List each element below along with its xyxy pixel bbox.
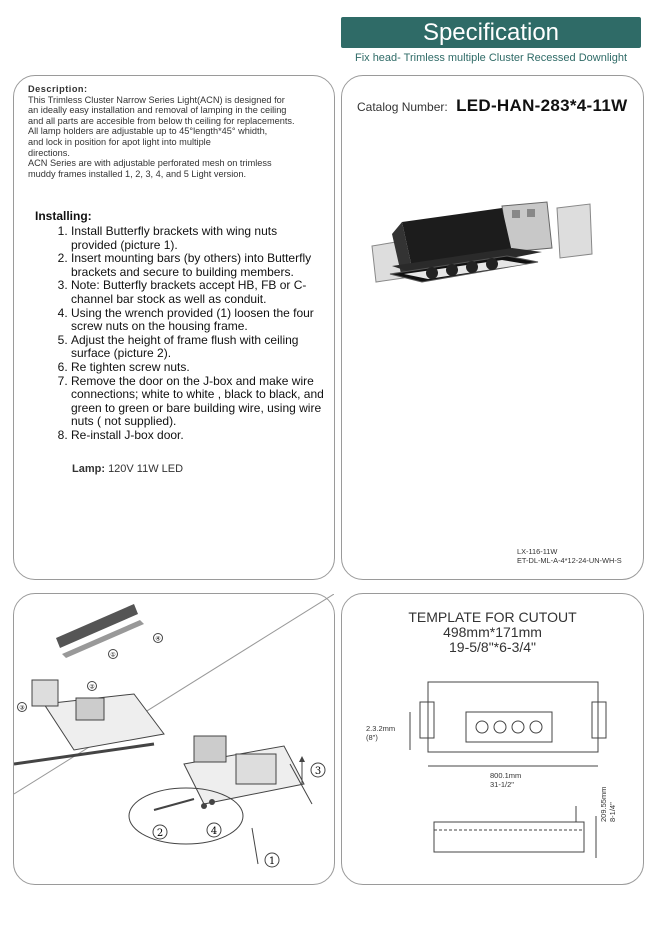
installation-diagram xyxy=(14,594,334,884)
installing-steps xyxy=(35,225,325,443)
callout-3: ③ xyxy=(19,704,25,712)
install-step: 7. Remove the door on the J-box and make wire connections; white to white , black to black, and green to green or bare building wire, using wire nuts ( not supplied). xyxy=(71,375,325,429)
model-code: ET-DL-ML-A-4*12-24-UN-WH-S xyxy=(517,556,622,565)
install-step: 8. Re-install J-box door. xyxy=(71,429,325,443)
callout-2: ② xyxy=(89,683,95,691)
installing-heading: Installing: xyxy=(35,209,92,223)
lamp-label: Lamp: xyxy=(72,463,105,475)
model-codes xyxy=(517,547,622,565)
depth-mm: 209.55mm xyxy=(599,786,608,822)
install-step: 1. Install Butterfly brackets with wing nuts provided (picture 1). xyxy=(71,225,325,252)
width-mm: 800.1mm xyxy=(490,771,522,780)
template-title: TEMPLATE FOR CUTOUT xyxy=(408,609,577,625)
spec-header: Specification xyxy=(341,17,641,48)
installation-diagram-panel xyxy=(13,593,335,885)
install-step: 6. Re tighten screw nuts. xyxy=(71,361,325,375)
description-line: muddy frames installed 1, 2, 3, 4, and 5 Light version. xyxy=(28,168,247,179)
install-step: 5. Adjust the height of frame flush with ceiling surface (picture 2). xyxy=(71,334,325,361)
depth-in: 8-1/4" xyxy=(607,802,617,822)
height-dimension xyxy=(366,725,395,742)
template-mm: 498mm*171mm xyxy=(443,624,542,640)
description-line: an ideally easy installation and removal of lamping in the ceiling xyxy=(28,105,287,116)
width-in: 31-1/2" xyxy=(490,779,514,789)
callout-big-2: 2 xyxy=(156,828,164,839)
model-code: LX-116-11W xyxy=(517,547,558,556)
depth-dimension xyxy=(600,787,617,822)
description-panel xyxy=(13,75,335,580)
width-dimension xyxy=(490,772,521,789)
lamp-spec xyxy=(72,463,183,475)
catalog-label: Catalog Number: xyxy=(357,100,448,114)
install-step: 3. Note: Butterfly brackets accept HB, FB or C-channel bar stock as well as conduit. xyxy=(71,279,325,306)
catalog-panel xyxy=(341,75,644,580)
callout-1: ① xyxy=(110,651,116,659)
callout-big-4: 4 xyxy=(210,826,218,837)
description-line: and lock in position for apot light into multiple xyxy=(28,136,211,147)
install-step: 4. Using the wrench provided (1) loosen the four screw nuts on the housing frame. xyxy=(71,307,325,334)
description-heading: Description: xyxy=(28,84,88,94)
template-inch: 19-5/8"*6-3/4" xyxy=(449,639,536,655)
catalog-number xyxy=(357,96,627,116)
callout-big-1: 1 xyxy=(268,856,276,867)
spec-subtitle: Fix head- Trimless multiple Cluster Recessed Downlight xyxy=(354,52,628,64)
installing-block xyxy=(35,209,325,443)
height-in: (8") xyxy=(366,732,378,742)
callout-4: ④ xyxy=(155,635,161,643)
catalog-value: LED-HAN-283*4-11W xyxy=(456,96,628,115)
height-mm: 2.3.2mm xyxy=(366,724,396,733)
install-step: 2. Insert mounting bars (by others) into Butterfly brackets and secure to building members. xyxy=(71,252,325,279)
description-line: ACN Series are with adjustable perforated mesh on trimless xyxy=(28,158,272,169)
cutout-template-panel xyxy=(341,593,644,885)
product-image xyxy=(342,186,642,346)
description-line: All lamp holders are adjustable up to 45°length*45° whidth, xyxy=(28,126,268,137)
description-line: directions. xyxy=(28,147,70,158)
lamp-value: 120V 11W LED xyxy=(108,463,184,475)
description-line: and all parts are accesible from below th ceiling for replacements. xyxy=(28,115,295,126)
description-line: This Trimless Cluster Narrow Series Light(ACN) is designed for xyxy=(28,94,285,105)
description-block xyxy=(28,84,328,179)
callout-big-3: 3 xyxy=(314,766,322,777)
